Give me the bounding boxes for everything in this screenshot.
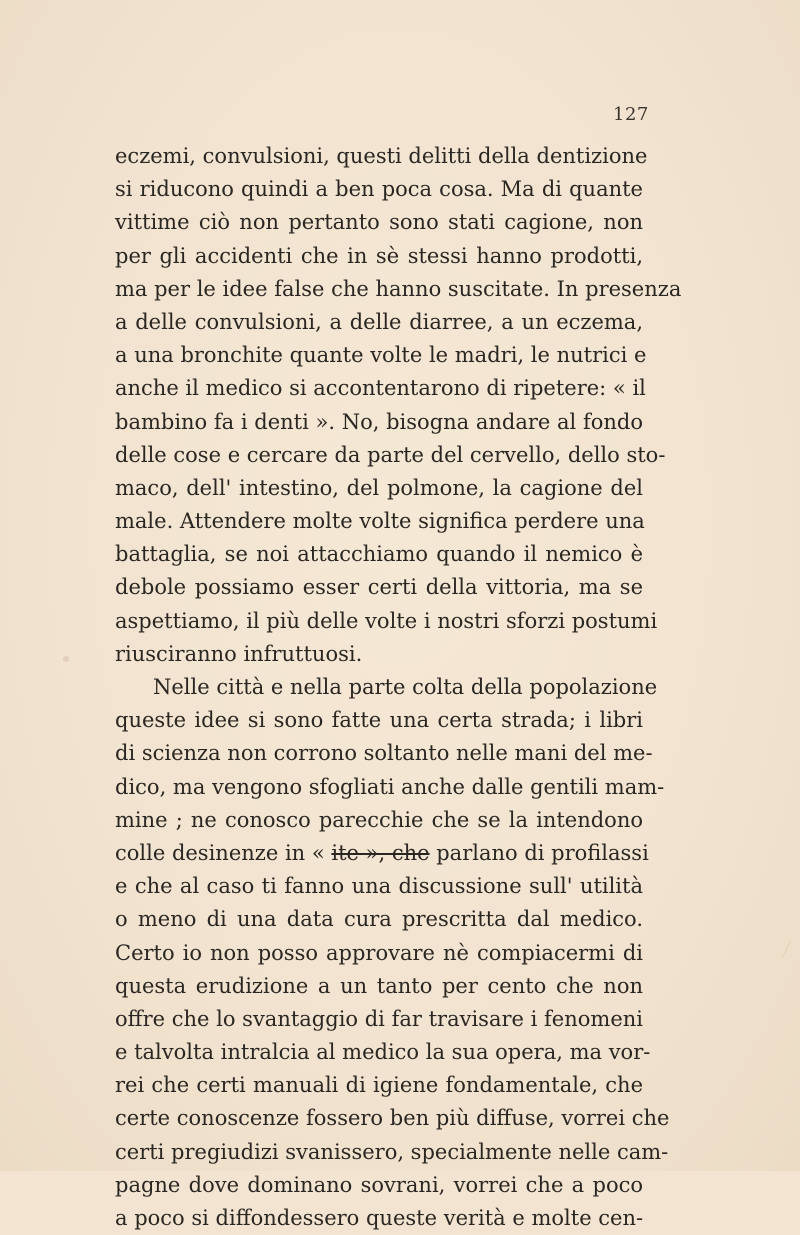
text-line: a una bronchite quante volte le madri, le nutrici e bbox=[115, 343, 647, 368]
text-line: questa erudizione a un tanto per cento che non bbox=[115, 973, 643, 998]
text-line: aspettiamo, il più delle volte i nostri sforzi postumi bbox=[115, 608, 658, 633]
text-line: certe conoscenze fossero ben più diffuse, vorrei che bbox=[115, 1106, 670, 1131]
text-line: e che al caso ti fanno una discussione sull' utilità bbox=[115, 874, 643, 899]
text-line: o meno di una data cura prescritta dal medico. bbox=[115, 907, 643, 932]
page-number: 127 bbox=[613, 104, 649, 125]
paragraph-start-line: Nelle città e nella parte colta della popolazione bbox=[153, 675, 658, 699]
text-line: queste idee si sono fatte una certa strada; i libri bbox=[115, 708, 643, 733]
text-line: anche il medico si accontentarono di ripetere: « il bbox=[115, 376, 646, 401]
text-line: a poco si diffondessero queste verità e molte cen- bbox=[115, 1206, 644, 1230]
struck-through-text: ite », che bbox=[331, 840, 430, 865]
paragraph-end-line: riusciranno infruttuosi. bbox=[115, 641, 363, 666]
margin-ink-spot bbox=[63, 656, 69, 662]
text-line: mine ; ne conosco parecchie che se la intendono bbox=[115, 807, 643, 832]
line-text-before: colle desinenze in « bbox=[115, 840, 332, 865]
text-line: eczemi, convulsioni, questi delitti della dentizione bbox=[115, 144, 648, 168]
text-line: debole possiamo esser certi della vittoria, ma se bbox=[115, 575, 643, 600]
text-line: bambino fa i denti ». No, bisogna andare al fondo bbox=[115, 409, 643, 434]
text-line: offre che lo svantaggio di far travisare i fenomeni bbox=[115, 1006, 643, 1031]
text-line: per gli accidenti che in sè stessi hanno prodotti, bbox=[115, 243, 643, 268]
margin-pencil-mark bbox=[772, 940, 791, 958]
text-line: rei che certi manuali di igiene fondamentale, che bbox=[115, 1073, 643, 1098]
text-line: e talvolta intralcia al medico la sua opera, ma vor- bbox=[115, 1040, 651, 1065]
text-line-with-strikethrough bbox=[115, 837, 649, 870]
text-line: si riducono quindi a ben poca cosa. Ma di quante bbox=[115, 177, 643, 202]
line-text-after: parlano di profilassi bbox=[429, 840, 649, 865]
text-line: vittime ciò non pertanto sono stati cagione, non bbox=[115, 210, 643, 235]
text-line: maco, dell' intestino, del polmone, la cagione del bbox=[115, 475, 643, 500]
text-line: dico, ma vengono sfogliati anche dalle gentili mam- bbox=[115, 774, 665, 799]
text-line: certi pregiudizi svanissero, specialmente nelle cam- bbox=[115, 1139, 669, 1164]
text-line: delle cose e cercare da parte del cervello, dello sto- bbox=[115, 442, 666, 467]
text-line: Certo io non posso approvare nè compiacermi di bbox=[115, 940, 643, 965]
text-line: battaglia, se noi attacchiamo quando il nemico è bbox=[115, 542, 643, 567]
body-text bbox=[115, 140, 682, 1235]
text-line: male. Attendere molte volte significa perdere una bbox=[115, 509, 645, 534]
text-line: pagne dove dominano sovrani, vorrei che a poco bbox=[115, 1172, 643, 1197]
text-line: a delle convulsioni, a delle diarree, a un eczema, bbox=[115, 309, 643, 334]
text-line: ma per le idee false che hanno suscitate. In presenza bbox=[115, 276, 682, 301]
text-line: di scienza non corrono soltanto nelle mani del me- bbox=[115, 741, 653, 766]
